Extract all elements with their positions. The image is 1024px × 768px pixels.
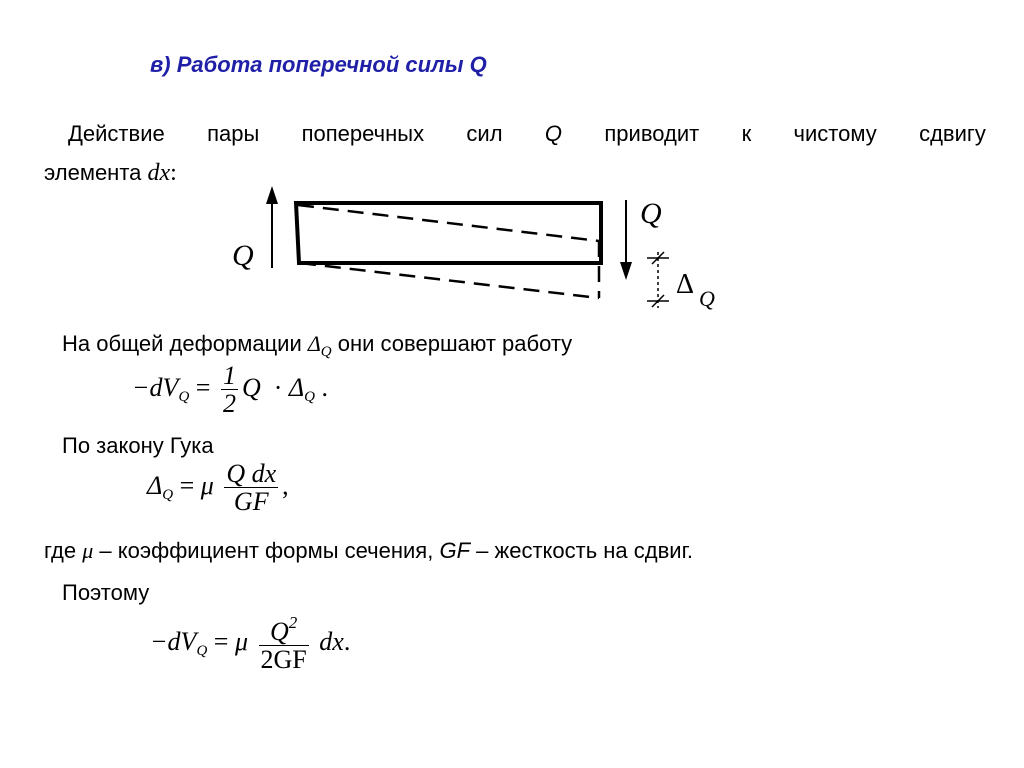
hooke-text: По закону Гука xyxy=(62,433,214,458)
intro-colon: : xyxy=(170,160,177,186)
formula-dx: dx xyxy=(319,626,344,656)
formula-lhs: −dV xyxy=(132,372,179,402)
where-text-3: – жесткость на сдвиг. xyxy=(476,538,694,563)
formula-delta-sub: Q xyxy=(304,388,316,405)
deformation-delta xyxy=(307,331,332,360)
mu-symbol: μ xyxy=(82,538,94,563)
fraction-denominator: 2 xyxy=(222,389,236,419)
right-force-label: Q xyxy=(640,197,662,230)
deformation-sentence xyxy=(62,331,572,361)
formula-period: . xyxy=(321,372,329,402)
formula-delta: Δ xyxy=(288,372,305,402)
formula-work xyxy=(132,362,328,418)
fraction-q2-2gf xyxy=(259,614,309,674)
element-rectangle xyxy=(296,203,601,263)
deformation-dimension xyxy=(647,252,669,308)
fraction-numerator: 1 xyxy=(222,361,236,390)
fraction-numerator: Q dx xyxy=(226,459,277,488)
mu-symbol: μ xyxy=(234,626,249,656)
mu-symbol: μ xyxy=(200,470,214,500)
intro-word: пары xyxy=(207,121,260,146)
formula-q: Q xyxy=(241,372,261,402)
formula-period: . xyxy=(343,626,351,656)
formula-hooke xyxy=(147,460,289,516)
section-title: в) Работа поперечной силы Q xyxy=(150,52,487,77)
intro-word: чистому xyxy=(793,121,877,146)
fraction-denominator: GF xyxy=(224,487,278,515)
formula-lhs-sub: Q xyxy=(178,388,190,405)
intro-word: к xyxy=(741,121,752,146)
intro-word: поперечных xyxy=(301,121,425,146)
delta-subscript: Q xyxy=(699,286,715,311)
therefore-text: Поэтому xyxy=(62,580,150,605)
fraction-numerator xyxy=(259,614,309,645)
left-force-arrow xyxy=(266,186,278,268)
deformation-text-after: они совершают работу xyxy=(337,331,573,356)
gf-term: GF xyxy=(439,538,471,563)
numerator-q: Q xyxy=(270,617,289,646)
equals-sign: = xyxy=(179,470,195,500)
deformation-text-before: На общей деформации xyxy=(62,331,302,356)
fraction-qdx-gf xyxy=(224,460,278,516)
right-force-arrow xyxy=(620,200,632,280)
formula-lhs-sub: Q xyxy=(196,642,208,659)
delta-sub: Q xyxy=(320,344,332,360)
intro-word: сдвигу xyxy=(919,121,986,146)
intro-word-q: Q xyxy=(544,121,563,146)
deformed-shape xyxy=(298,205,599,298)
formula-lhs: −dV xyxy=(150,626,197,656)
left-force-label: Q xyxy=(232,239,254,272)
intro-word: приводит xyxy=(604,121,700,146)
intro-word: Действие xyxy=(68,121,165,146)
delta-symbol: Δ xyxy=(307,331,321,356)
where-sentence xyxy=(44,538,693,564)
formula-delta: Δ xyxy=(147,470,163,500)
intro-var-dx: dx xyxy=(147,160,171,186)
numerator-power: 2 xyxy=(288,613,298,632)
equals-sign: = xyxy=(195,372,211,402)
fraction-one-half xyxy=(221,362,238,418)
where-text-2: – коэффициент формы сечения, xyxy=(99,538,434,563)
fraction-denominator: 2GF xyxy=(260,645,307,675)
formula-delta-sub: Q xyxy=(162,486,174,503)
delta-label: Δ xyxy=(676,269,695,300)
intro-word: сил xyxy=(466,121,503,146)
where-text-1: где xyxy=(44,538,77,563)
dot-operator: · xyxy=(273,372,283,402)
formula-result xyxy=(150,614,350,674)
formula-comma: , xyxy=(282,470,289,500)
equals-sign: = xyxy=(213,626,229,656)
intro-line-2-text: элемента xyxy=(44,160,142,185)
